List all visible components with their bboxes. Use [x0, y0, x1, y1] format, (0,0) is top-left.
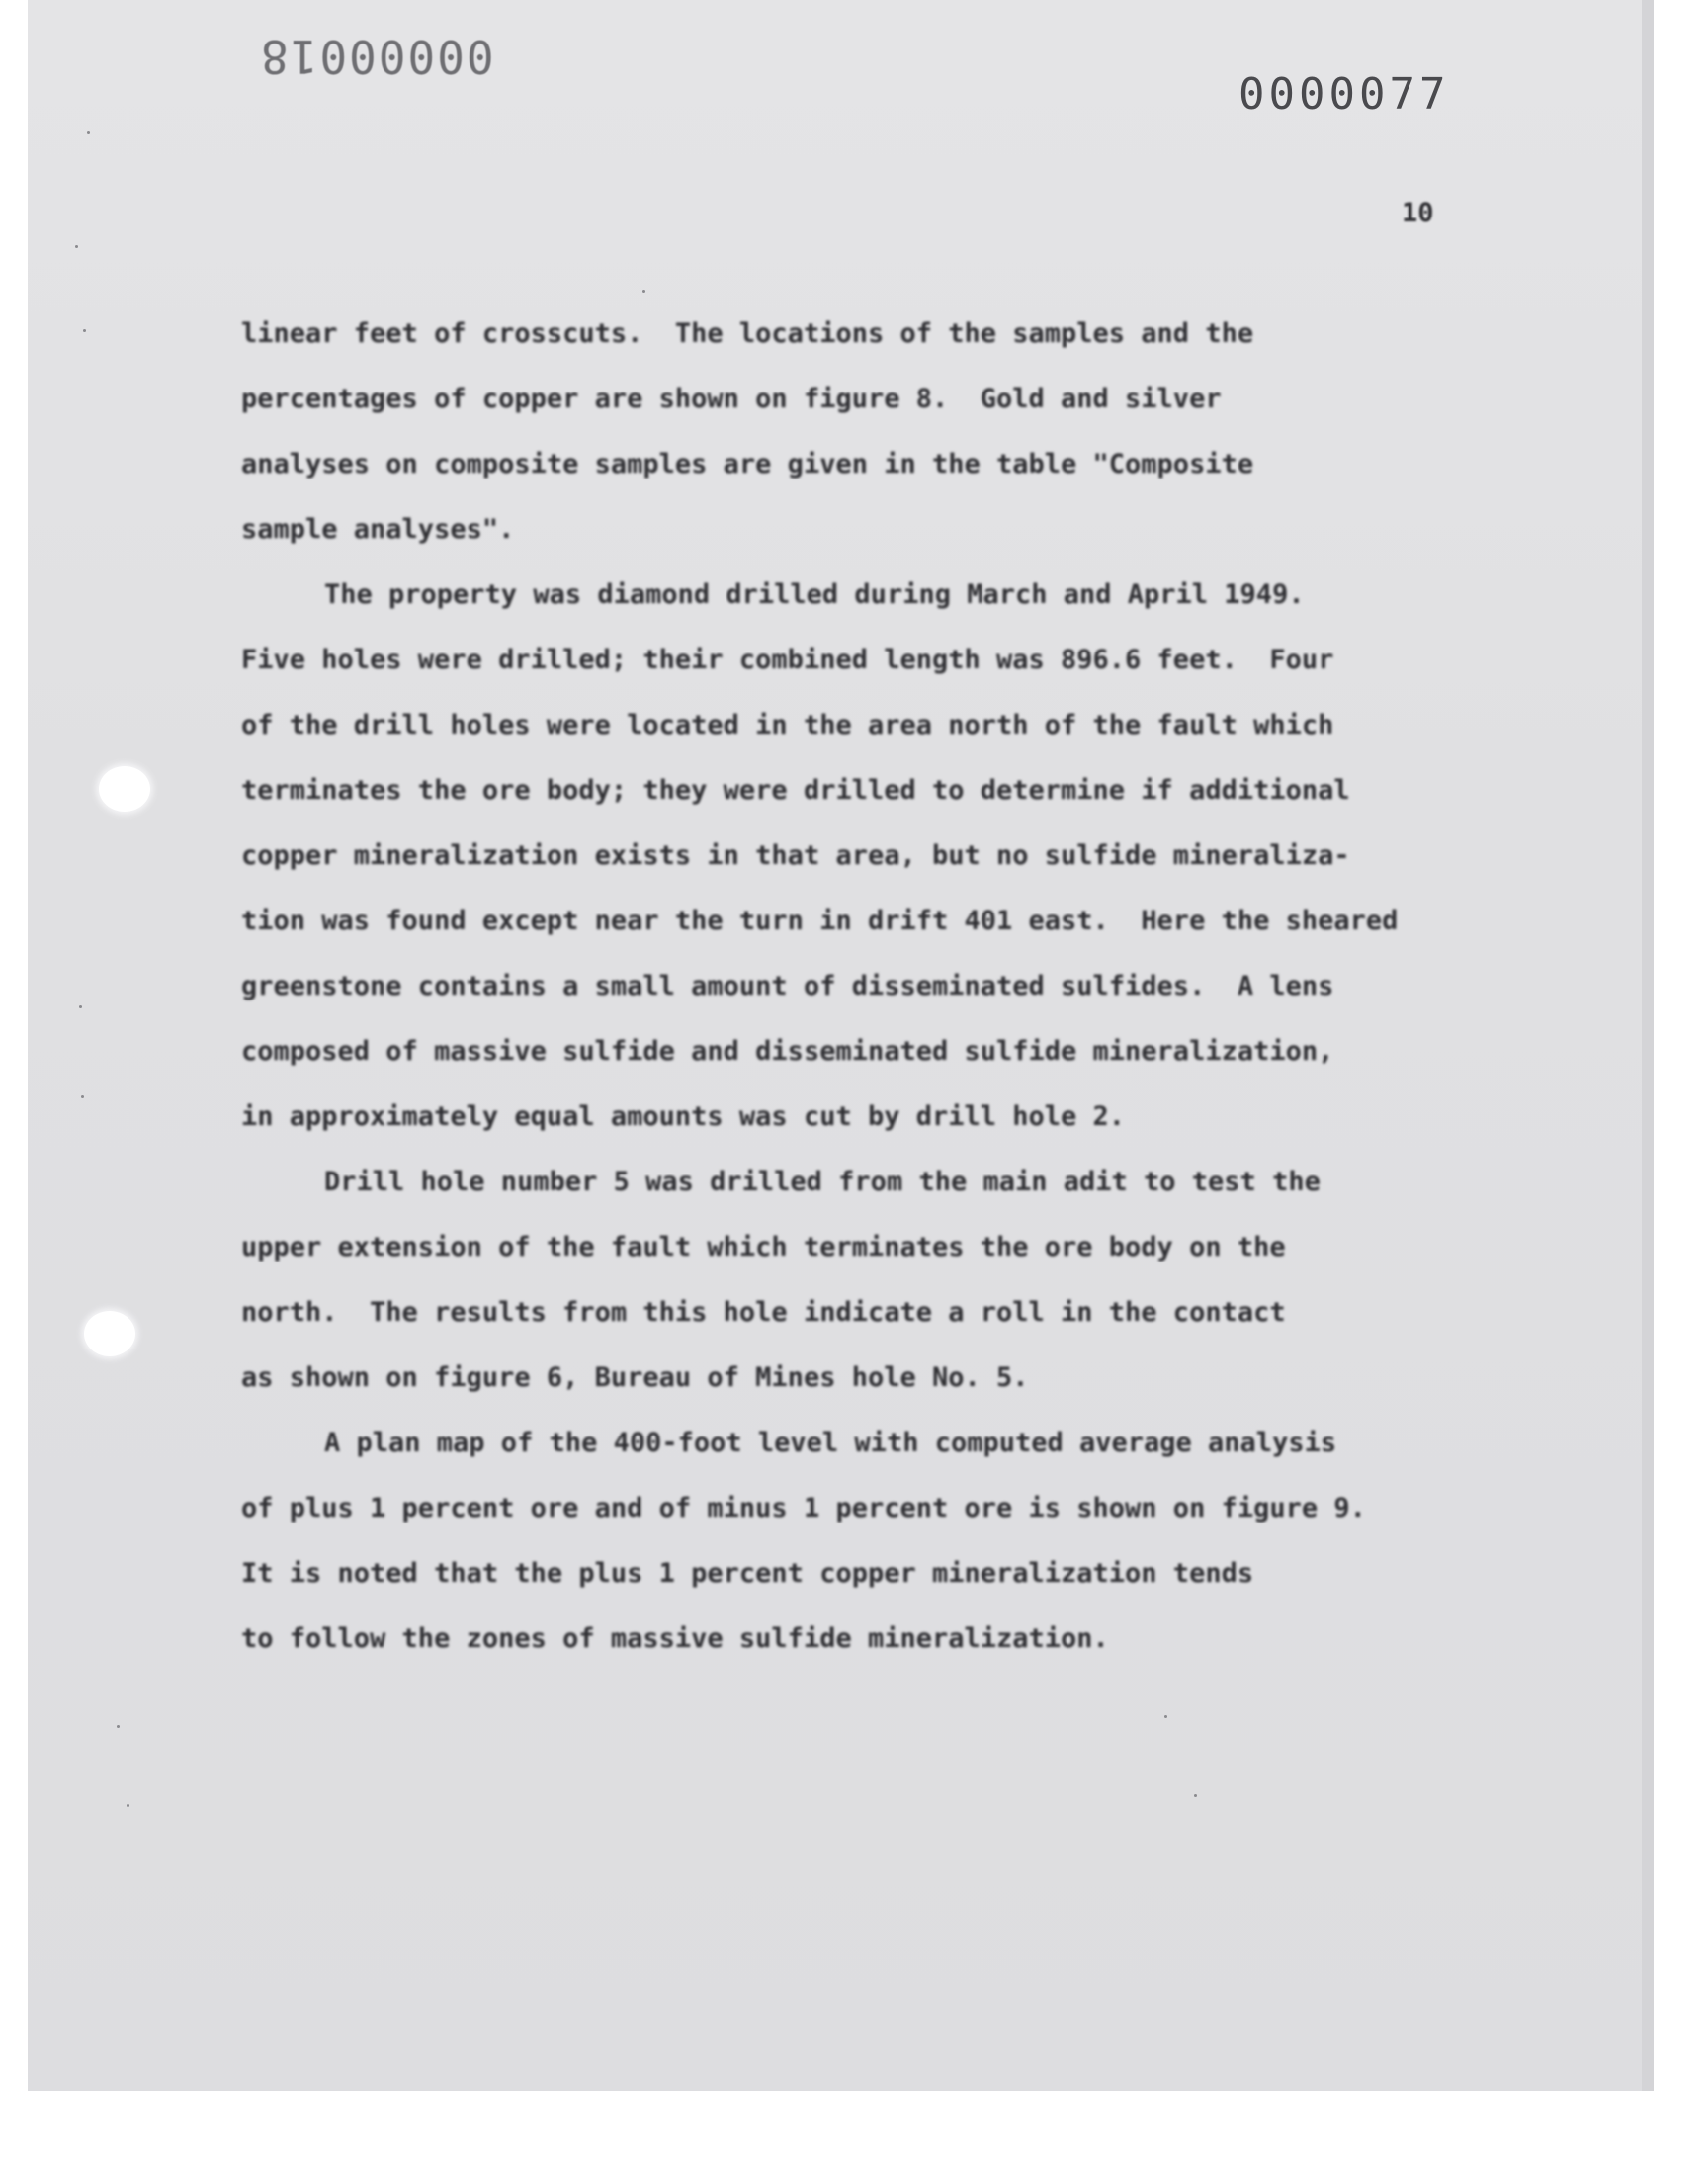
body-text [241, 302, 1467, 1672]
paragraph-1 [241, 302, 1467, 563]
text-line: terminates the ore body; they were drilled to determine if additional [241, 775, 1350, 806]
text-line: sample analyses". [241, 514, 515, 545]
paragraph-3 [241, 1150, 1467, 1411]
text-line: composed of massive sulfide and disseminated sulfide mineralization, [241, 1036, 1334, 1067]
text-line: copper mineralization exists in that area, but no sulfide mineraliza- [241, 840, 1350, 871]
page-edge [1642, 0, 1654, 2091]
text-line: of plus 1 percent ore and of minus 1 percent ore is shown on figure 9. [241, 1493, 1366, 1523]
text-line: greenstone contains a small amount of disseminated sulfides. A lens [241, 971, 1334, 1001]
scan-speck [83, 329, 86, 332]
paragraph-2 [241, 563, 1467, 1150]
scan-speck [87, 131, 90, 134]
top-left-stamp: 00000018 [259, 30, 494, 83]
scan-speck [75, 245, 78, 248]
text-line: Drill hole number 5 was drilled from the main adit to test the [324, 1167, 1321, 1197]
punch-hole-lower [84, 1311, 135, 1356]
scan-speck [642, 290, 645, 293]
paragraph-4 [241, 1411, 1467, 1672]
text-line: A plan map of the 400-foot level with computed average analysis [324, 1428, 1337, 1458]
text-line: north. The results from this hole indicate a roll in the contact [241, 1297, 1286, 1328]
text-line: as shown on figure 6, Bureau of Mines hole No. 5. [241, 1362, 1029, 1393]
text-line: in approximately equal amounts was cut by drill hole 2. [241, 1101, 1126, 1132]
text-line: linear feet of crosscuts. The locations of the samples and the [241, 318, 1254, 349]
text-line: The property was diamond drilled during March and April 1949. [324, 579, 1305, 610]
scan-speck [117, 1725, 120, 1728]
text-line: upper extension of the fault which terminates the ore body on the [241, 1232, 1286, 1262]
scan-speck [81, 1095, 84, 1098]
text-line: tion was found except near the turn in drift 401 east. Here the sheared [241, 906, 1399, 936]
page-number: 10 [1402, 198, 1434, 228]
scan-speck [79, 1005, 82, 1008]
text-line: of the drill holes were located in the area north of the fault which [241, 710, 1334, 740]
text-line: analyses on composite samples are given in the table "Composite [241, 449, 1254, 479]
scan-speck [1164, 1715, 1167, 1718]
scan-speck [127, 1804, 129, 1807]
text-line: It is noted that the plus 1 percent copper mineralization tends [241, 1558, 1254, 1589]
text-line: percentages of copper are shown on figure 8. Gold and silver [241, 384, 1222, 414]
text-line: to follow the zones of massive sulfide mineralization. [241, 1623, 1109, 1654]
text-line: Five holes were drilled; their combined length was 896.6 feet. Four [241, 645, 1334, 675]
top-right-stamp: 0000077 [1238, 69, 1450, 120]
punch-hole-upper [99, 766, 150, 812]
scan-speck [1194, 1794, 1197, 1797]
